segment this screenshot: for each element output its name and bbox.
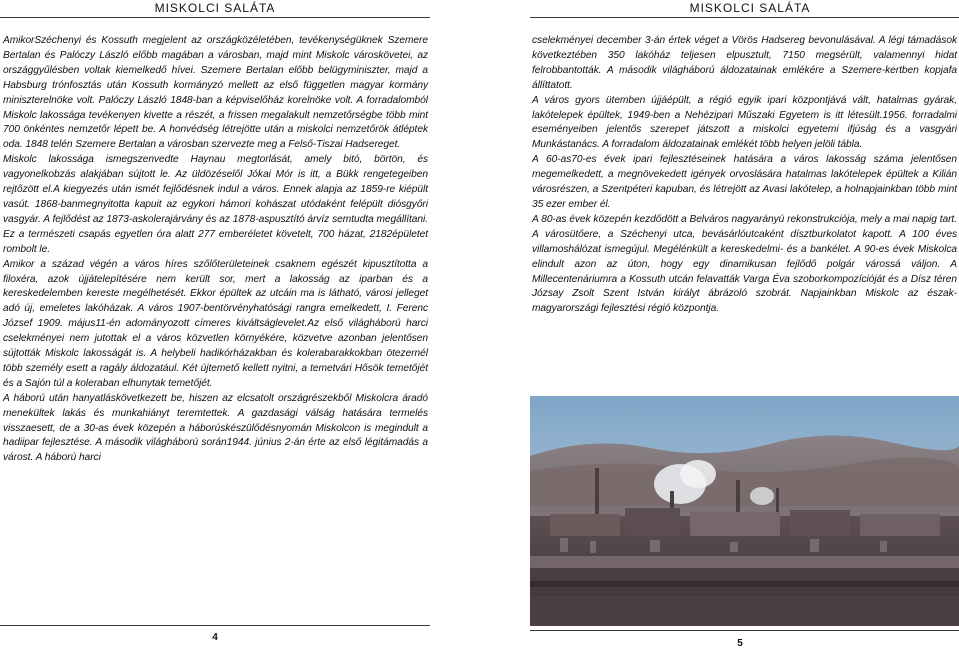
header-rule: [0, 17, 430, 18]
page-number: 4: [212, 632, 218, 643]
body-text-column: [3, 34, 428, 466]
footer-rule: [530, 630, 959, 631]
header-rule: [530, 17, 959, 18]
paragraph: A 60-as70-es évek ipari fejlesztéseinek hatására a város lakosság száma jelentősen megemelkedett, a megnövekedett igények orvoslására hatalmas lakótelepek épültek a Kilián városrészen, a Szentpéteri kapuban, és létrejött az Avasi lakótelep, a holnapjainkban több mint 35 ezer ember él.: [532, 154, 957, 210]
running-header: MISKOLCI SALÁTA: [689, 1, 811, 15]
paragraph: A város gyors ütemben újjáépült, a régió egyik ipari központjává vált, hatalmas gyárak, lakótelepek épültek, 1949-ben a Nehézipari Műszaki Egyetem is itt létesült.1956. forradalmi eseményeiben jelentős szerepet játszott a miskolci egyetemi ifjúság és a vasgyári Munkástanács. A forradalom áldozatainak emlékét több helyen jelöli tábla.: [532, 94, 957, 151]
paragraph: Miskolc lakossága ismegszenvedte Haynau megtorlását, amely bitó, börtön, és vagyonelkobzás alakjában sújtott le. Az üldözéselől Jókai Mór is itt, a Bükk rengetegeiben rejtőzött el.A kiegyezés után ismét fejlődésnek indul a város. Ennek alapja az 1859-re kiépült vasút. 1868-banmegnyitotta kapuit az egykori hámori kohászat utódaként felépült diósgyőri vasgyár. A fejlődést az 1873-askolerajárvány és az 1878-aspusztító árvíz semtudta megállítani. Ez a természeti csapás egyetlen óra alatt 277 emberéletet követelt, 700 házat, 2182épületet rombolt le.: [3, 154, 428, 255]
paragraph: AmikorSzéchenyi és Kossuth megjelent az országközéletében, tevékenységüknek Szemere Bertalan és Palóczy László előbb magában a városban, majd mint Miskolc városkövetei, az országgyűlésben voltak kiemelkedő hívei. Szemere Bertalan előbb belügyminiszter, majd a Habsburg trónfosztás után Kossuth kormányzó mellett az első független magyar kormány miniszterelnöke volt. Palóczy László 1848-ban a képviselőház korelnöke volt. A forradalomból Miskolc lakossága tevékenyen kivette a részét, a frissen megalakult nemzetőrségbe több mint 700 önkéntes nemzetőr lépett be. A honvédség létrejötte után a miskolci nemzetőrök átléptek oda. 1848 telén Szemere Bertalan a városban szervezte meg a Felső-Tiszai Hadsereget.: [3, 35, 428, 151]
left-page: [0, 0, 430, 653]
paragraph: cselekményei december 3-án értek véget a Vörös Hadsereg bevonulásával. A légi támadások következtében 350 lakóház teljesen elpusztult, 7150 megsérült, valamennyi hidat felrobbantották. A második világháború áldozatainak emlékére a Szemere-kertben kopjafa állíttatott.: [532, 35, 957, 91]
paragraph: A 80-as évek közepén kezdődött a Belváros nagyarányú rekonstrukciója, mely a mai napig tart. A városütőere, a Széchenyi utca, bevásárlóutcaként dísztburkolatot kapott. A 100 éves villamoshálózat ismegújul. Megélénkült a kereskedelmi- és a bankélet. A 90-es évek Miskolca elindult azon az úton, hogy egy dinamikusan fejlődő polgár várossá váljon. A Millecentenáriumra a Kossuth utcán felavatták Varga Éva szoborkompozícióját és a Dísz téren Józsay Zsolt Szent István királyt ábrázoló szobrát. Napjainkban Miskolc az észak-magyarországi fejlesztési régió központja.: [532, 213, 957, 315]
paragraph: Amikor a század végén a város híres szőlőterületeinek csaknem egészét kipusztította a filoxéra, azok újjátelepítésére nem került sor, mert a lakosság az iparban és a kereskedelemben kereste megélhetését. Ekkor épültek az utcáin ma is látható, városi jelleget adó új, emeletes lakóházak. A város 1907-bentörvényhatósági rangra emelkedett, I. Ferenc József 1909. május11-én adományozott címeres kiváltságlevelet.Az első világháború harci cselekményei nem jutottak el a város közvetlen környékére, közvetve azonban jelentősen sújtották Miskolc lakosságát is. A helybeli hadikórházakban és kolerabarakkokban ötezernél több személy esett a ragály áldozatául. Két újtemető kellett nyitni, a temetvári Hősök temetőjét és a Sajón túl a koleraban elhunytak temetőjét.: [3, 258, 428, 389]
right-page: [530, 0, 959, 653]
page-number: 5: [737, 638, 743, 649]
paragraph: A háború után hanyatláskövetkezett be, hiszen az elcsatolt országrészekből Miskolcra áradó menekültek lakás és munkahiányt teremtettek. A gazdasági válság hatására termelés visszaesett, de a 30-as évek közepén a háborúskészülődésnyomán Miskolcon is megindult a hadiipar fejlesztése. A második világháború során1944. június 2-án érte az első légitámadás a várost. A háború harci: [3, 392, 428, 464]
running-header: MISKOLCI SALÁTA: [154, 1, 276, 15]
body-text-column: [532, 34, 957, 317]
footer-rule: [0, 625, 430, 626]
industrial-landscape-photo: [530, 396, 959, 626]
photo-illustration: [530, 396, 959, 626]
